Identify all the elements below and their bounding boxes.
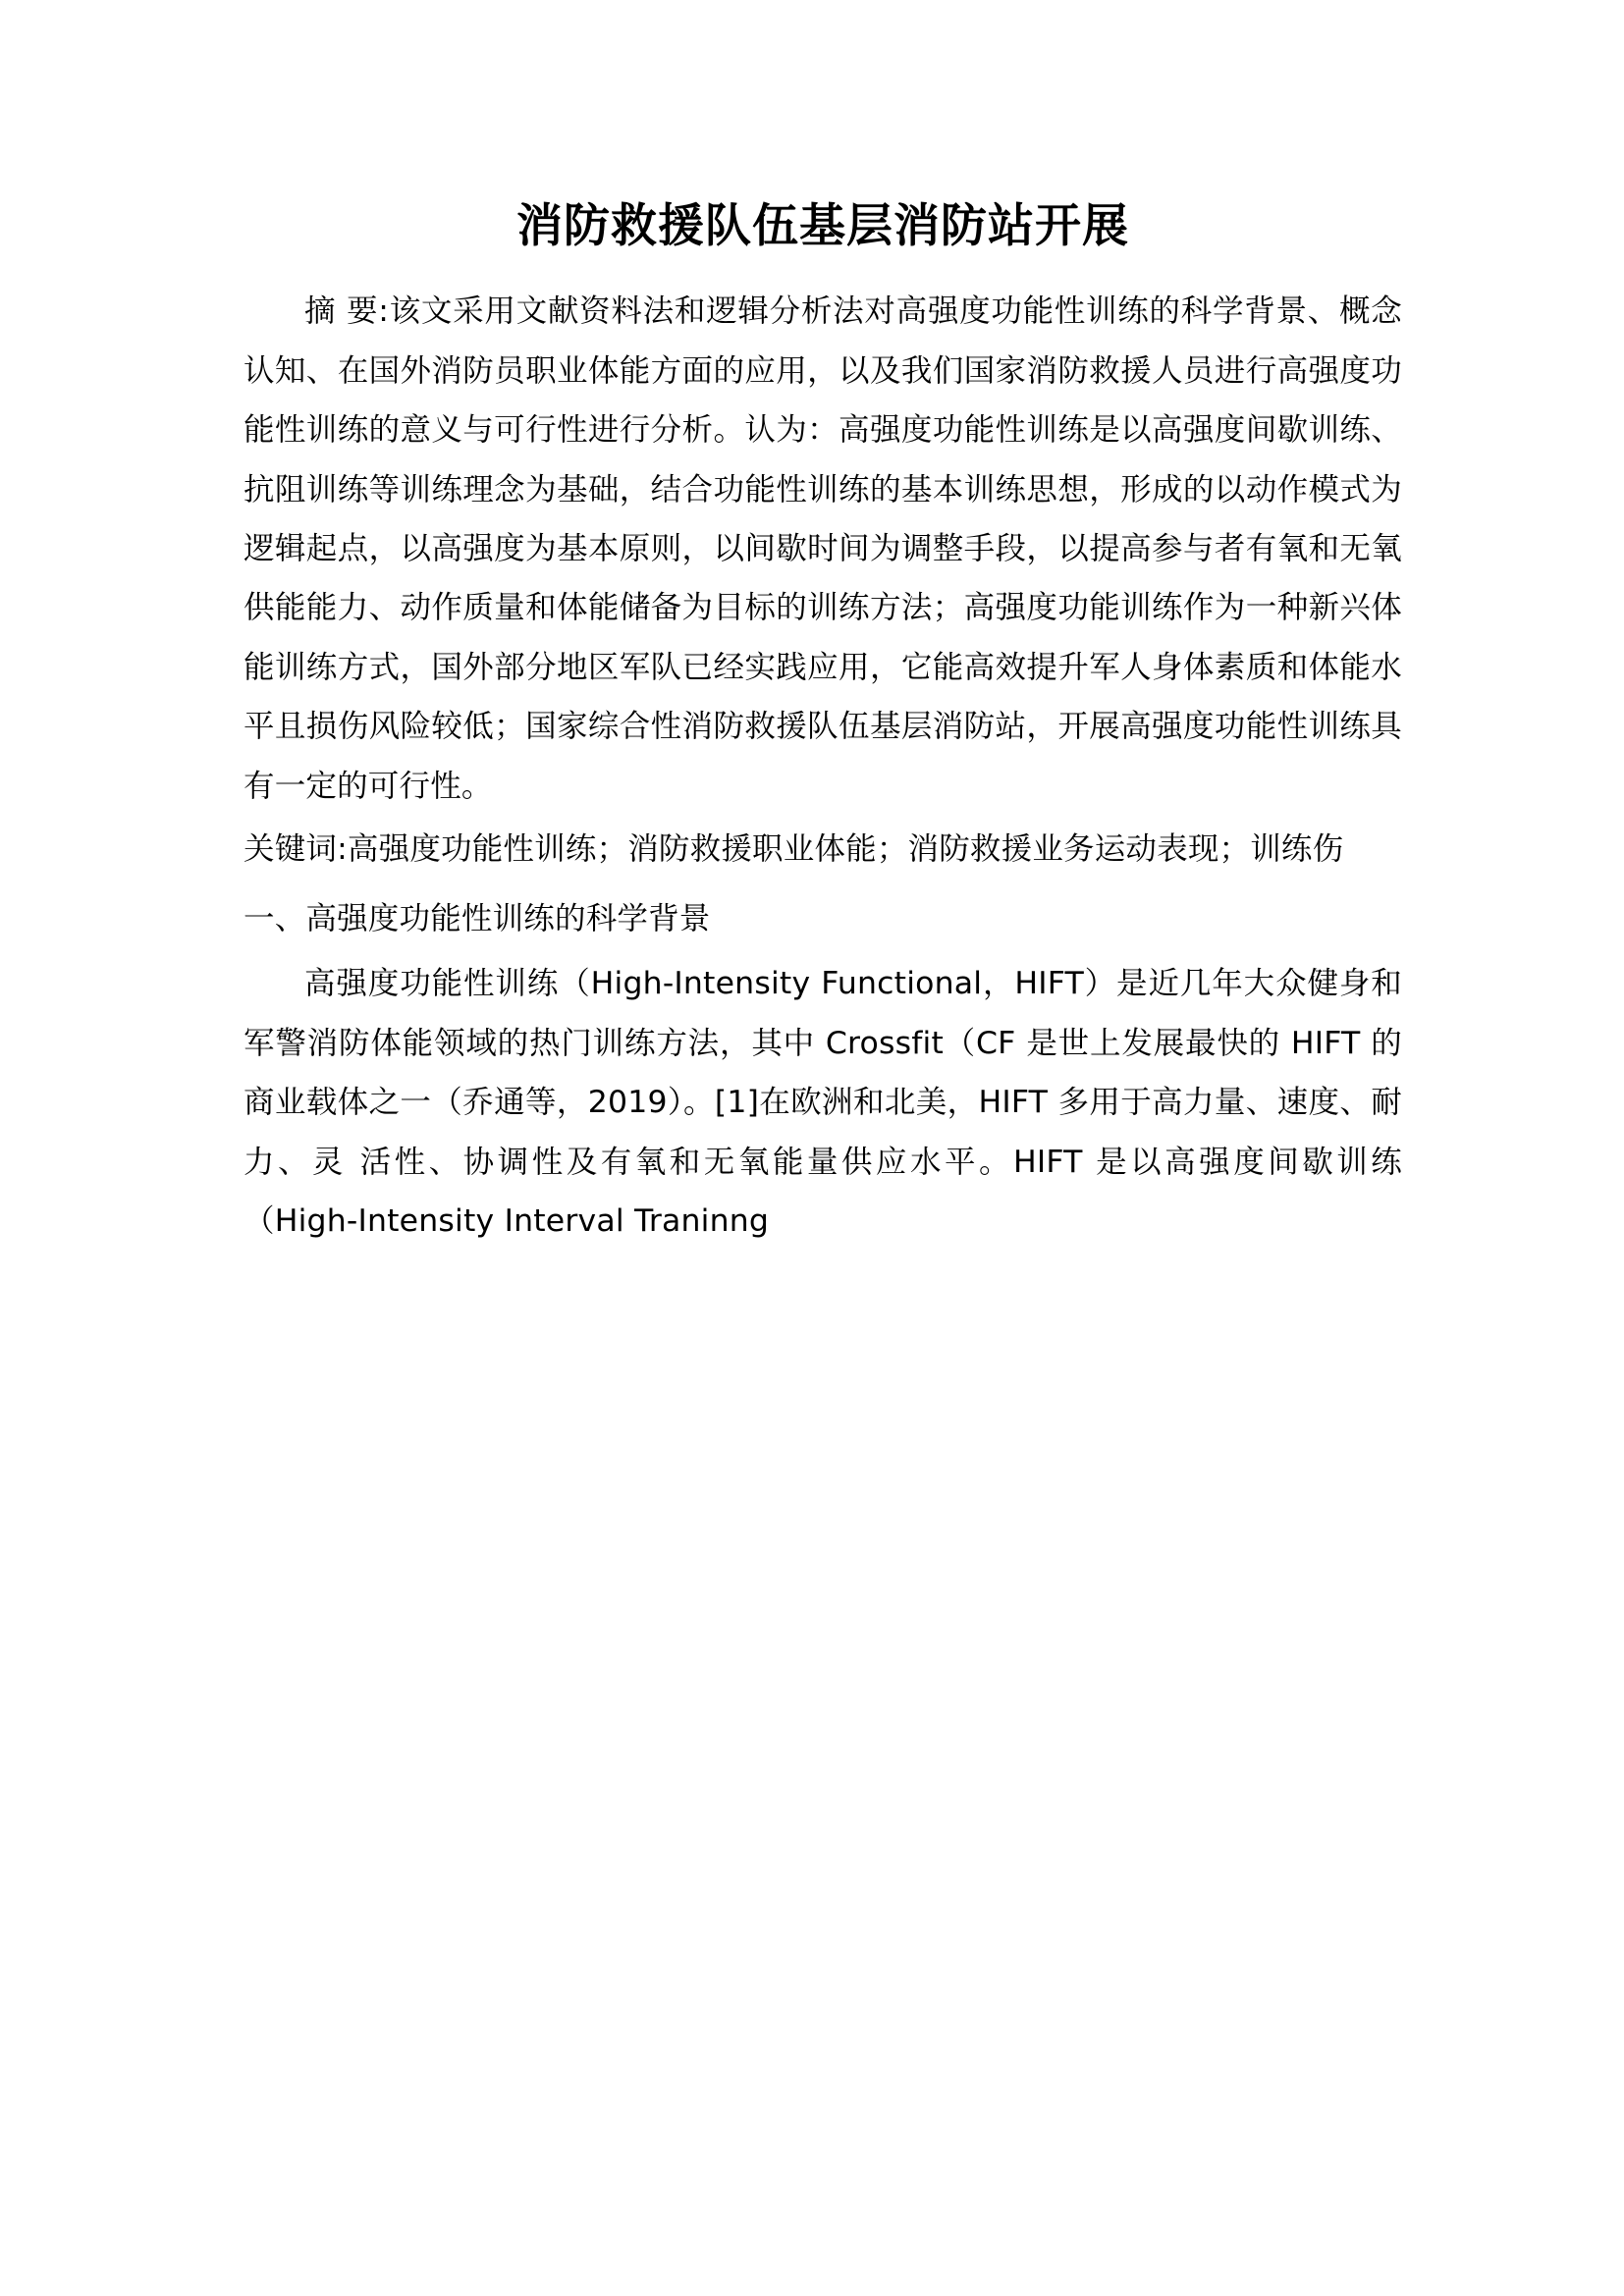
keywords-paragraph: 关键词:高强度功能性训练；消防救援职业体能；消防救援业务运动表现；训练伤 <box>244 831 1344 868</box>
page-content <box>244 196 1402 1252</box>
body-paragraph: 高强度功能性训练（High-Intensity Functional，HIFT）是近几年大众健身和军警消防体能领域的热门训练方法，其中 Crossfit（CF 是世上发展最快的 HIFT 的商业载体之一（乔通等，2019）。[1]在欧洲和北美，HIFT 多用于高力量、速度、耐力、灵 活性、协调性及有氧和无氧能量供应水平。HIFT 是以高强度间歇训练（High-Intensity Interval Traninng <box>244 966 1402 1240</box>
page-title: 消防救援队伍基层消防站开展 <box>516 199 1129 253</box>
abstract-paragraph: 摘 要:该文采用文献资料法和逻辑分析法对高强度功能性训练的科学背景、概念认知、在国外消防员职业体能方面的应用，以及我们国家消防救援人员进行高强度功能性训练的意义与可行性进行分析。认为：高强度功能性训练是以高强度间歇训练、抗阻训练等训练理念为基础，结合功能性训练的基本训练思想，形成的以动作模式为逻辑起点，以高强度为基本原则，以间歇时间为调整手段，以提高参与者有氧和无氧供能能力、动作质量和体能储备为目标的训练方法；高强度功能训练作为一种新兴体能训练方式，国外部分地区军队已经实践应用，它能高效提升军人身体素质和体能水平且损伤风险较低；国家综合性消防救援队伍基层消防站，开展高强度功能性训练具有一定的可行性。 <box>244 294 1402 804</box>
section-heading: 一、高强度功能性训练的科学背景 <box>244 900 711 936</box>
